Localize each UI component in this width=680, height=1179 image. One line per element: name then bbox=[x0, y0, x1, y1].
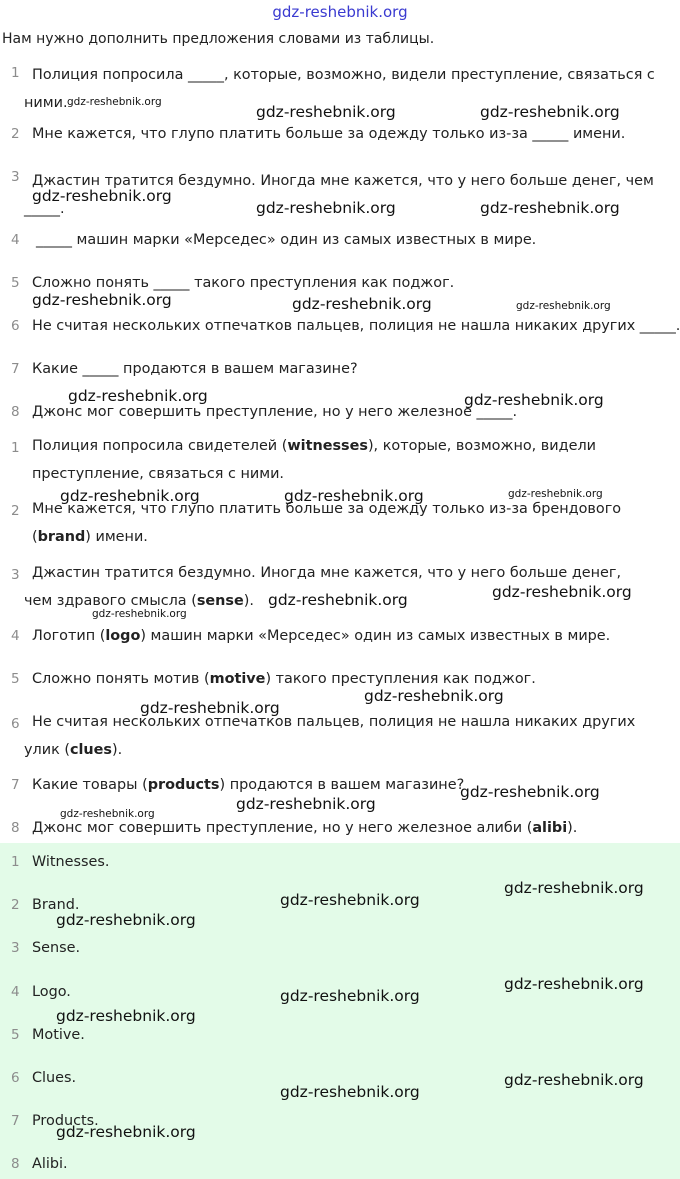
translation-text: Полиция попросила свидетелей ( bbox=[32, 438, 288, 454]
watermark: gdz-reshebnik.org bbox=[256, 199, 396, 217]
translation-text: ). bbox=[112, 742, 123, 758]
watermark: gdz-reshebnik.org bbox=[56, 1123, 196, 1141]
translation-text: ) продаются в вашем магазине? bbox=[219, 777, 465, 793]
item-number: 2 bbox=[11, 897, 20, 913]
watermark: gdz-reshebnik.org bbox=[268, 591, 408, 609]
task-text: Мне кажется, что глупо платить больше за одежду только из-за _____ имени. bbox=[32, 126, 626, 142]
translation-text: Не считая нескольких отпечатков пальцев, полиция не нашла никаких других улик ( bbox=[24, 714, 636, 758]
answer-text: Motive. bbox=[32, 1027, 85, 1043]
watermark: gdz-reshebnik.org bbox=[68, 387, 208, 405]
watermark: gdz-reshebnik.org bbox=[516, 300, 611, 312]
answer-word: witnesses bbox=[287, 438, 368, 454]
watermark: gdz-reshebnik.org bbox=[480, 103, 620, 121]
item-number: 7 bbox=[11, 1113, 20, 1129]
task-text: Сложно понять _____ такого преступления как поджог. bbox=[32, 275, 455, 291]
answer-word: products bbox=[147, 777, 220, 793]
watermark: gdz-reshebnik.org bbox=[464, 391, 604, 409]
item-number: 8 bbox=[11, 1156, 20, 1172]
watermark: gdz-reshebnik.org bbox=[60, 487, 200, 505]
translation-text: ) такого преступления как поджог. bbox=[265, 671, 536, 687]
translation-text: Сложно понять мотив ( bbox=[32, 671, 210, 687]
answer-word: clues bbox=[69, 742, 112, 758]
answer-text: Sense. bbox=[32, 940, 81, 956]
item-number: 1 bbox=[11, 440, 20, 456]
item-number: 1 bbox=[11, 65, 20, 81]
watermark: gdz-reshebnik.org bbox=[460, 783, 600, 801]
watermark: gdz-reshebnik.org bbox=[280, 1083, 420, 1101]
item-number: 3 bbox=[11, 567, 20, 583]
translation-text: ) имени. bbox=[85, 529, 148, 545]
item-number: 4 bbox=[11, 984, 20, 1000]
task-text-cont: ними. bbox=[24, 95, 68, 111]
task-text: Джастин тратится бездумно. Иногда мне кажется, что у него больше денег, чем bbox=[32, 173, 654, 189]
answer-text: Alibi. bbox=[32, 1156, 68, 1172]
watermark: gdz-reshebnik.org bbox=[480, 199, 620, 217]
item-number: 2 bbox=[11, 503, 20, 519]
task-text: Полиция попросила _____, которые, возможно, видели преступление, связаться с bbox=[32, 67, 655, 83]
watermark: gdz-reshebnik.org bbox=[32, 291, 172, 309]
translation-text: ). bbox=[567, 820, 578, 836]
item-number: 1 bbox=[11, 854, 20, 870]
item-number: 8 bbox=[11, 820, 20, 836]
task-text: Какие _____ продаются в вашем магазине? bbox=[32, 361, 358, 377]
translation-text: ). bbox=[243, 593, 254, 609]
watermark: gdz-reshebnik.org bbox=[508, 488, 603, 500]
translation-text: Какие товары ( bbox=[32, 777, 148, 793]
item-number: 5 bbox=[11, 671, 20, 687]
watermark: gdz-reshebnik.org bbox=[292, 295, 432, 313]
answer-text: Witnesses. bbox=[32, 854, 110, 870]
item-number: 6 bbox=[11, 1070, 20, 1086]
item-number: 7 bbox=[11, 361, 20, 377]
item-number: 6 bbox=[11, 318, 20, 334]
item-number: 3 bbox=[11, 169, 20, 185]
task-text: Джонс мог совершить преступление, но у него железное _____. bbox=[32, 404, 518, 420]
item-number: 4 bbox=[11, 232, 20, 248]
item-number: 5 bbox=[11, 275, 20, 291]
watermark: gdz-reshebnik.org bbox=[60, 808, 155, 820]
item-number: 3 bbox=[11, 940, 20, 956]
translation-text: ) машин марки «Мерседес» один из самых известных в мире. bbox=[140, 628, 611, 644]
item-number: 8 bbox=[11, 404, 20, 420]
answer-word: sense bbox=[196, 593, 244, 609]
translation-text: Мне кажется, что глупо платить больше за одежду только из-за брендового ( bbox=[32, 501, 622, 545]
answer-word: brand bbox=[37, 529, 86, 545]
watermark: gdz-reshebnik.org bbox=[284, 487, 424, 505]
watermark: gdz-reshebnik.org bbox=[92, 608, 187, 620]
item-number: 5 bbox=[11, 1027, 20, 1043]
watermark: gdz-reshebnik.org bbox=[67, 96, 162, 108]
item-number: 4 bbox=[11, 628, 20, 644]
task-text-cont: _____. bbox=[24, 201, 65, 217]
site-header-link[interactable]: gdz-reshebnik.org bbox=[272, 3, 408, 21]
watermark: gdz-reshebnik.org bbox=[280, 987, 420, 1005]
answer-text: Brand. bbox=[32, 897, 80, 913]
intro-text: Нам нужно дополнить предложения словами из таблицы. bbox=[2, 31, 435, 47]
watermark: gdz-reshebnik.org bbox=[492, 583, 632, 601]
translation-text: Логотип ( bbox=[32, 628, 106, 644]
answer-word: alibi bbox=[532, 820, 568, 836]
watermark: gdz-reshebnik.org bbox=[56, 911, 196, 929]
answer-word: motive bbox=[209, 671, 266, 687]
watermark: gdz-reshebnik.org bbox=[280, 891, 420, 909]
watermark: gdz-reshebnik.org bbox=[140, 699, 280, 717]
answer-text: Clues. bbox=[32, 1070, 77, 1086]
watermark: gdz-reshebnik.org bbox=[504, 1071, 644, 1089]
watermark: gdz-reshebnik.org bbox=[236, 795, 376, 813]
item-number: 6 bbox=[11, 716, 20, 732]
watermark: gdz-reshebnik.org bbox=[504, 975, 644, 993]
answer-text: Logo. bbox=[32, 984, 71, 1000]
watermark: gdz-reshebnik.org bbox=[504, 879, 644, 897]
task-text: Не считая нескольких отпечатков пальцев, полиция не нашла никаких других _____. bbox=[32, 318, 680, 334]
answer-word: logo bbox=[105, 628, 141, 644]
watermark: gdz-reshebnik.org bbox=[364, 687, 504, 705]
task-text: _____ машин марки «Мерседес» один из самых известных в мире. bbox=[36, 232, 537, 248]
watermark: gdz-reshebnik.org bbox=[256, 103, 396, 121]
watermark: gdz-reshebnik.org bbox=[56, 1007, 196, 1025]
translation-text: ), которые, возможно, видели преступление, связаться с ними. bbox=[32, 438, 596, 482]
watermark: gdz-reshebnik.org bbox=[32, 187, 172, 205]
answer-text: Products. bbox=[32, 1113, 99, 1129]
item-number: 7 bbox=[11, 777, 20, 793]
item-number: 2 bbox=[11, 126, 20, 142]
translation-text: Джонс мог совершить преступление, но у него железное алиби ( bbox=[32, 820, 533, 836]
translation-text: Джастин тратится бездумно. Иногда мне кажется, что у него больше денег, чем здравого смысла ( bbox=[24, 565, 622, 609]
